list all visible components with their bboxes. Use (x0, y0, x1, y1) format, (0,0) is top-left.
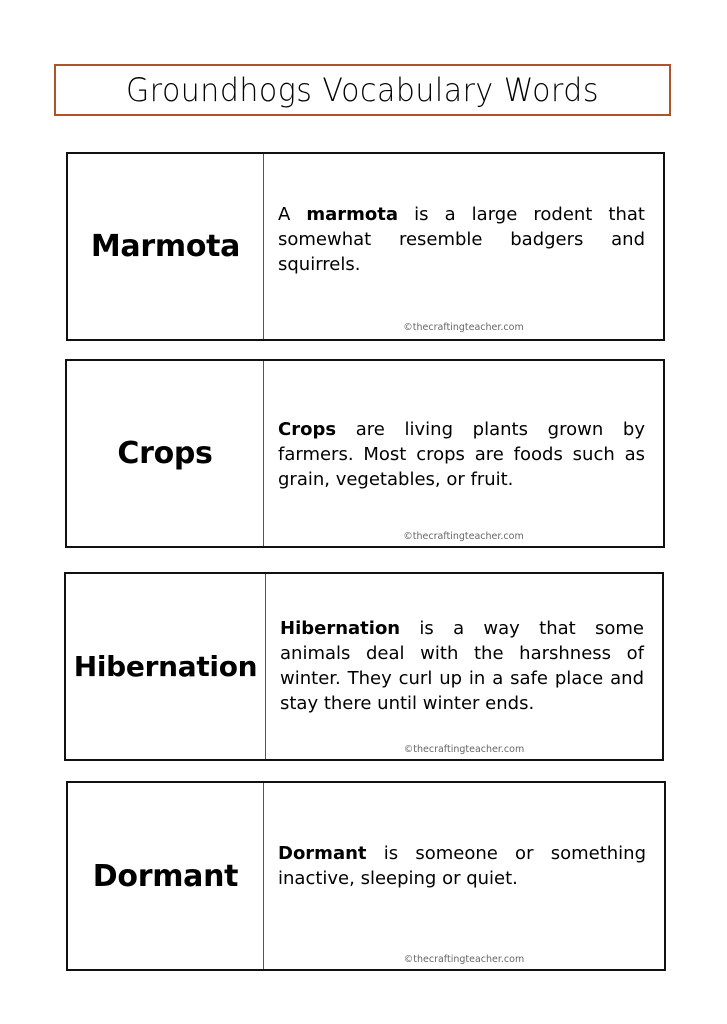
term-word: Marmota (90, 229, 241, 264)
definition-text: A marmota is a large rodent that somewhat resemble badgers and squirrels. (278, 204, 645, 275)
definition-cell (264, 783, 664, 969)
definition-text: Crops are living plants grown by farmers. Most crops are foods such as grain, vegetables, or fruit. (278, 419, 645, 490)
definition-cell (264, 361, 663, 546)
copyright-credit: ©thecraftingteacher.com (403, 744, 525, 755)
definition-keyword: marmota (306, 204, 399, 225)
definition-cell (264, 154, 663, 339)
definition-text: Dormant is someone or something inactive, sleeping or quiet. (278, 843, 646, 889)
title-box (54, 64, 671, 116)
vocab-card-marmota (66, 152, 665, 341)
definition-keyword: Crops (278, 419, 337, 440)
page-title: Groundhogs Vocabulary Words (126, 71, 599, 109)
vocab-card-dormant (66, 781, 666, 971)
term-cell (66, 574, 266, 759)
term-cell (67, 361, 264, 546)
term-word: Dormant (92, 858, 239, 894)
copyright-credit: ©thecraftingteacher.com (403, 322, 524, 333)
vocab-card-hibernation (64, 572, 664, 761)
term-word: Hibernation (73, 650, 258, 683)
term-word: Crops (117, 436, 213, 471)
term-cell (68, 783, 264, 969)
copyright-credit: ©thecraftingteacher.com (403, 954, 525, 965)
definition-keyword: Dormant (278, 843, 367, 864)
definition-text: Hibernation is a way that some animals deal with the harshness of winter. They curl up in a safe place and stay there until winter ends. (280, 618, 644, 714)
definition-cell (266, 574, 662, 759)
term-cell (68, 154, 264, 339)
vocab-card-crops (65, 359, 665, 548)
definition-keyword: Hibernation (280, 618, 401, 639)
copyright-credit: ©thecraftingteacher.com (403, 531, 524, 542)
